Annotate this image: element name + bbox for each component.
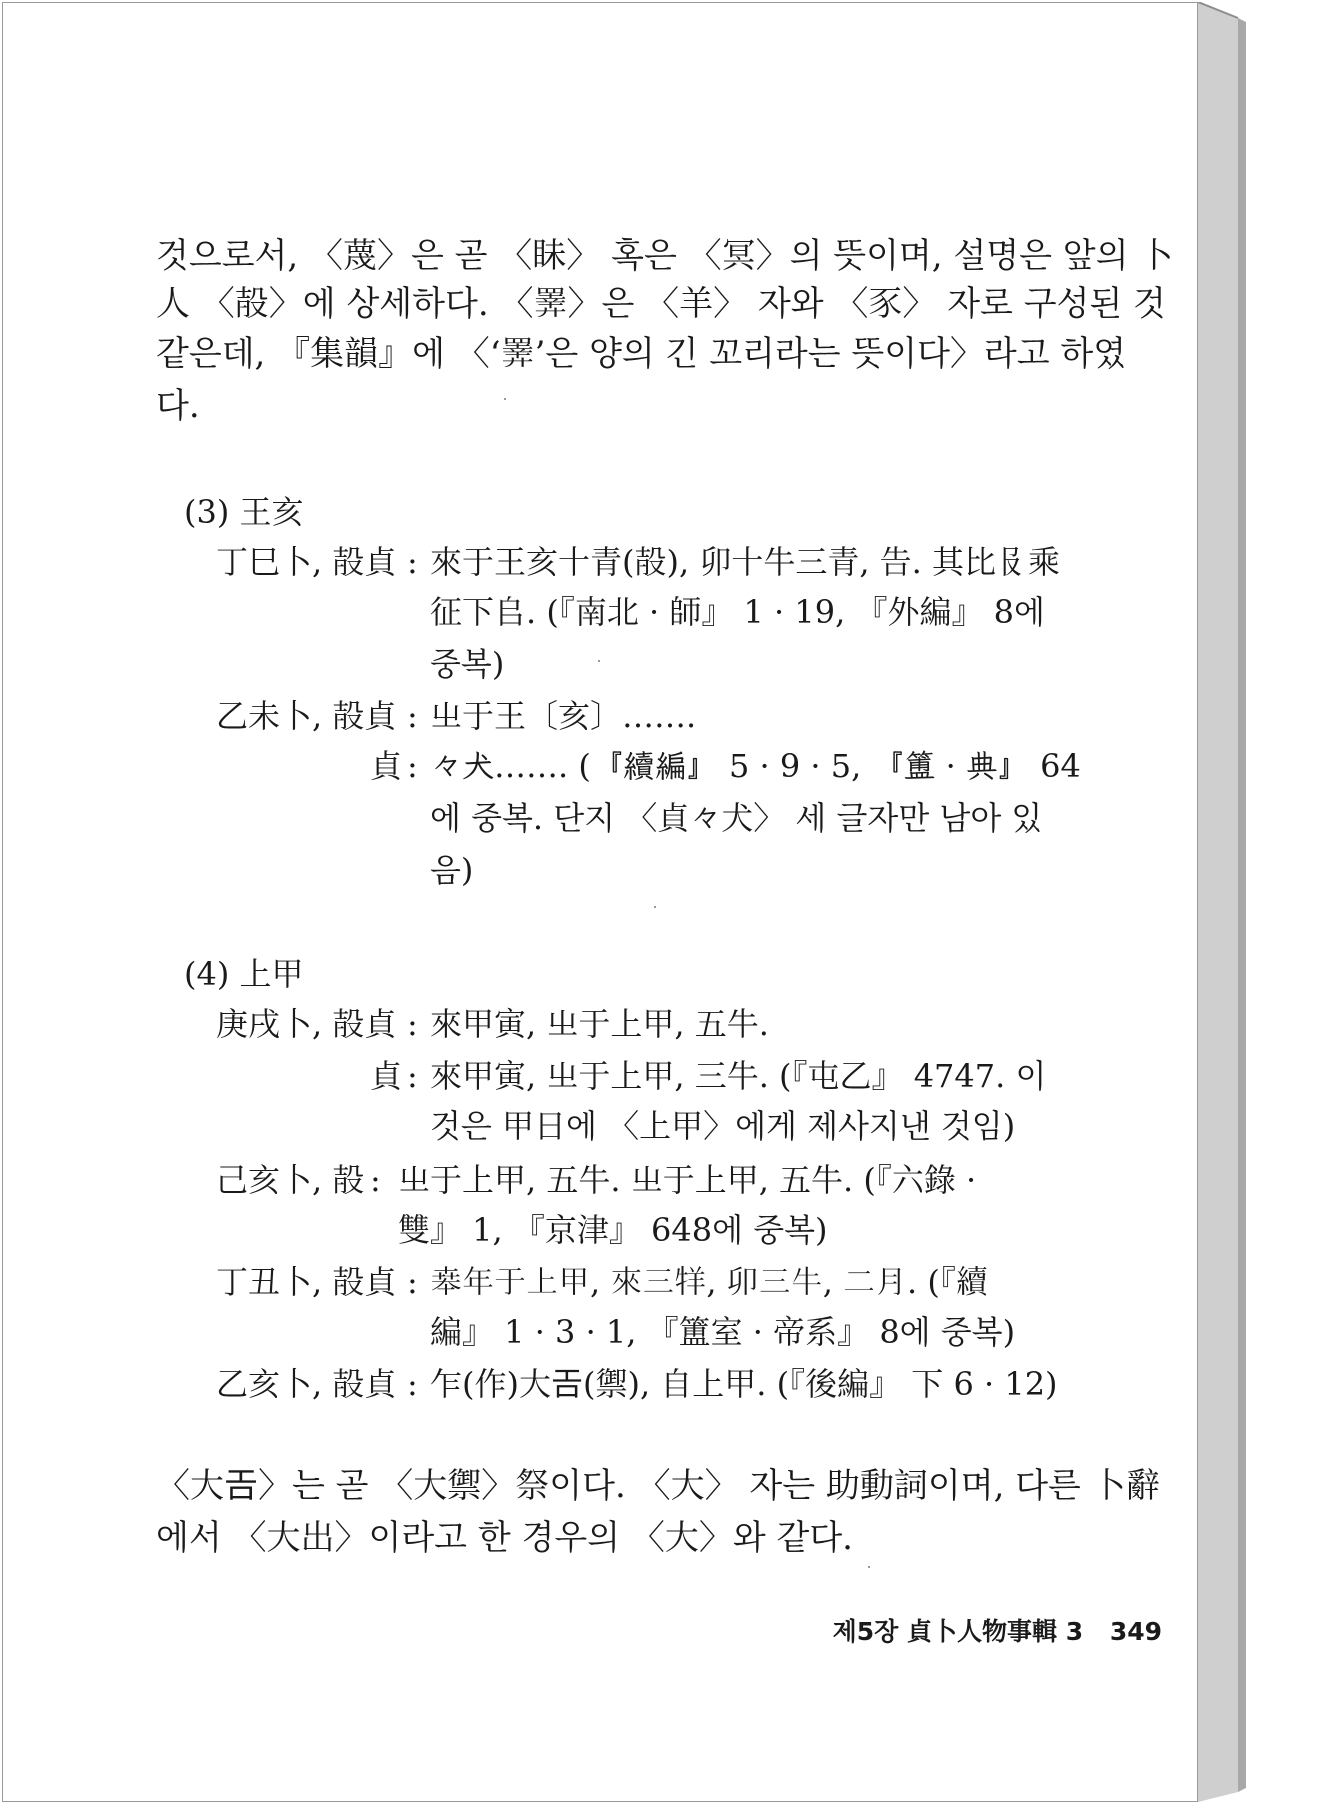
intro-line-4: 다. bbox=[156, 386, 200, 426]
s3-speaker-2: 乙未卜, 㱿貞 bbox=[216, 697, 397, 735]
s3-entry2-line1: 㞢于王〔亥〕……. bbox=[430, 697, 697, 735]
intro-line-1: 것으로서, 〈蔑〉은 곧 〈眛〉 혹은 〈冥〉의 뜻이며, 설명은 앞의 卜 bbox=[156, 236, 1174, 276]
page-footer bbox=[815, 1612, 1162, 1648]
s4-speaker-4: 丁丑卜, 㱿貞 bbox=[216, 1263, 397, 1301]
intro-line-3: 같은데, 『集韻』에 〈‘𢍰’은 양의 긴 꼬리라는 뜻이다〉라고 하였 bbox=[156, 334, 1127, 374]
s4-entry2-line1: 來甲寅, 㞢于上甲, 三牛. (『屯乙』 4747. 이 bbox=[430, 1057, 1047, 1095]
s4-entry3-line2: 雙』 1, 『京津』 648에 중복) bbox=[398, 1211, 828, 1249]
colon: : bbox=[407, 1263, 418, 1301]
s4-speaker-3: 己亥卜, 㱿 bbox=[216, 1161, 365, 1199]
s4-entry2-line2: 것은 甲日에 〈上甲〉에게 제사지낸 것임) bbox=[430, 1107, 1016, 1145]
colon: : bbox=[407, 543, 418, 581]
s4-speaker-1: 庚戌卜, 㱿貞 bbox=[216, 1005, 397, 1043]
scan-speck bbox=[654, 906, 656, 908]
colon: : bbox=[407, 1365, 418, 1403]
s4-entry4-line1: 𠦪年于上甲, 來三䍧, 卯三牛, 二月. (『續 bbox=[430, 1263, 988, 1301]
colon: : bbox=[407, 747, 418, 785]
outro-line-2: 에서 〈大出〉이라고 한 경우의 〈大〉와 같다. bbox=[156, 1518, 853, 1558]
s4-entry3-line1: 㞢于上甲, 五牛. 㞢于上甲, 五牛. (『六錄 · bbox=[398, 1161, 977, 1199]
scan-speck bbox=[598, 660, 600, 662]
s3-entry1-line3: 중복) bbox=[430, 645, 505, 683]
scan-speck bbox=[868, 1566, 870, 1568]
outro-line-1: 〈大𢀛〉는 곧 〈大禦〉祭이다. 〈大〉 자는 助動詞이며, 다른 卜辭 bbox=[156, 1466, 1160, 1506]
scan-speck bbox=[504, 398, 506, 400]
colon: : bbox=[407, 697, 418, 735]
s4-entry4-line2: 編』 1 · 3 · 1, 『簠室 · 帝系』 8에 중복) bbox=[430, 1313, 1016, 1351]
s3-entry3-line2: 에 중복. 단지 〈貞𠚤犬〉 세 글자만 남아 있 bbox=[430, 799, 1043, 837]
colon: : bbox=[407, 1005, 418, 1043]
page-edge-shadow bbox=[1198, 2, 1250, 1802]
page-number: 349 bbox=[1109, 1617, 1162, 1646]
s4-speaker-5: 乙亥卜, 㱿貞 bbox=[216, 1365, 397, 1403]
intro-line-2: 人 〈㱿〉에 상세하다. 〈𢍰〉은 〈羊〉 자와 〈豕〉 자로 구성된 것 bbox=[156, 284, 1166, 324]
s4-entry5-line1: 乍(作)大𢀛(禦), 自上甲. (『後編』 下 6 · 12) bbox=[430, 1365, 1058, 1403]
s3-entry1-line1: 來于王亥十青(㱿), 卯十牛三青, 告. 其比𠬝乘 bbox=[430, 543, 1061, 581]
s3-entry1-line2: 征下𠂤. (『南北 · 師』 1 · 19, 『外編』 8에 bbox=[430, 593, 1045, 631]
s3-speaker-1: 丁巳卜, 㱿貞 bbox=[216, 543, 397, 581]
colon: : bbox=[407, 1057, 418, 1095]
colon: : bbox=[370, 1161, 381, 1199]
s3-entry3-line1: 𠚤犬……. (『續編』 5 · 9 · 5, 『簠 · 典』 64 bbox=[430, 747, 1081, 785]
section3-heading: (3) 王亥 bbox=[184, 493, 304, 531]
s4-speaker-2: 貞 bbox=[370, 1057, 403, 1095]
s3-speaker-3: 貞 bbox=[370, 747, 403, 785]
s3-entry3-line3: 음) bbox=[430, 851, 474, 889]
running-header: 제5장 貞卜人物事輯 3 bbox=[832, 1617, 1084, 1646]
s4-entry1-line1: 來甲寅, 㞢于上甲, 五牛. bbox=[430, 1005, 769, 1043]
section4-heading: (4) 上甲 bbox=[184, 955, 304, 993]
